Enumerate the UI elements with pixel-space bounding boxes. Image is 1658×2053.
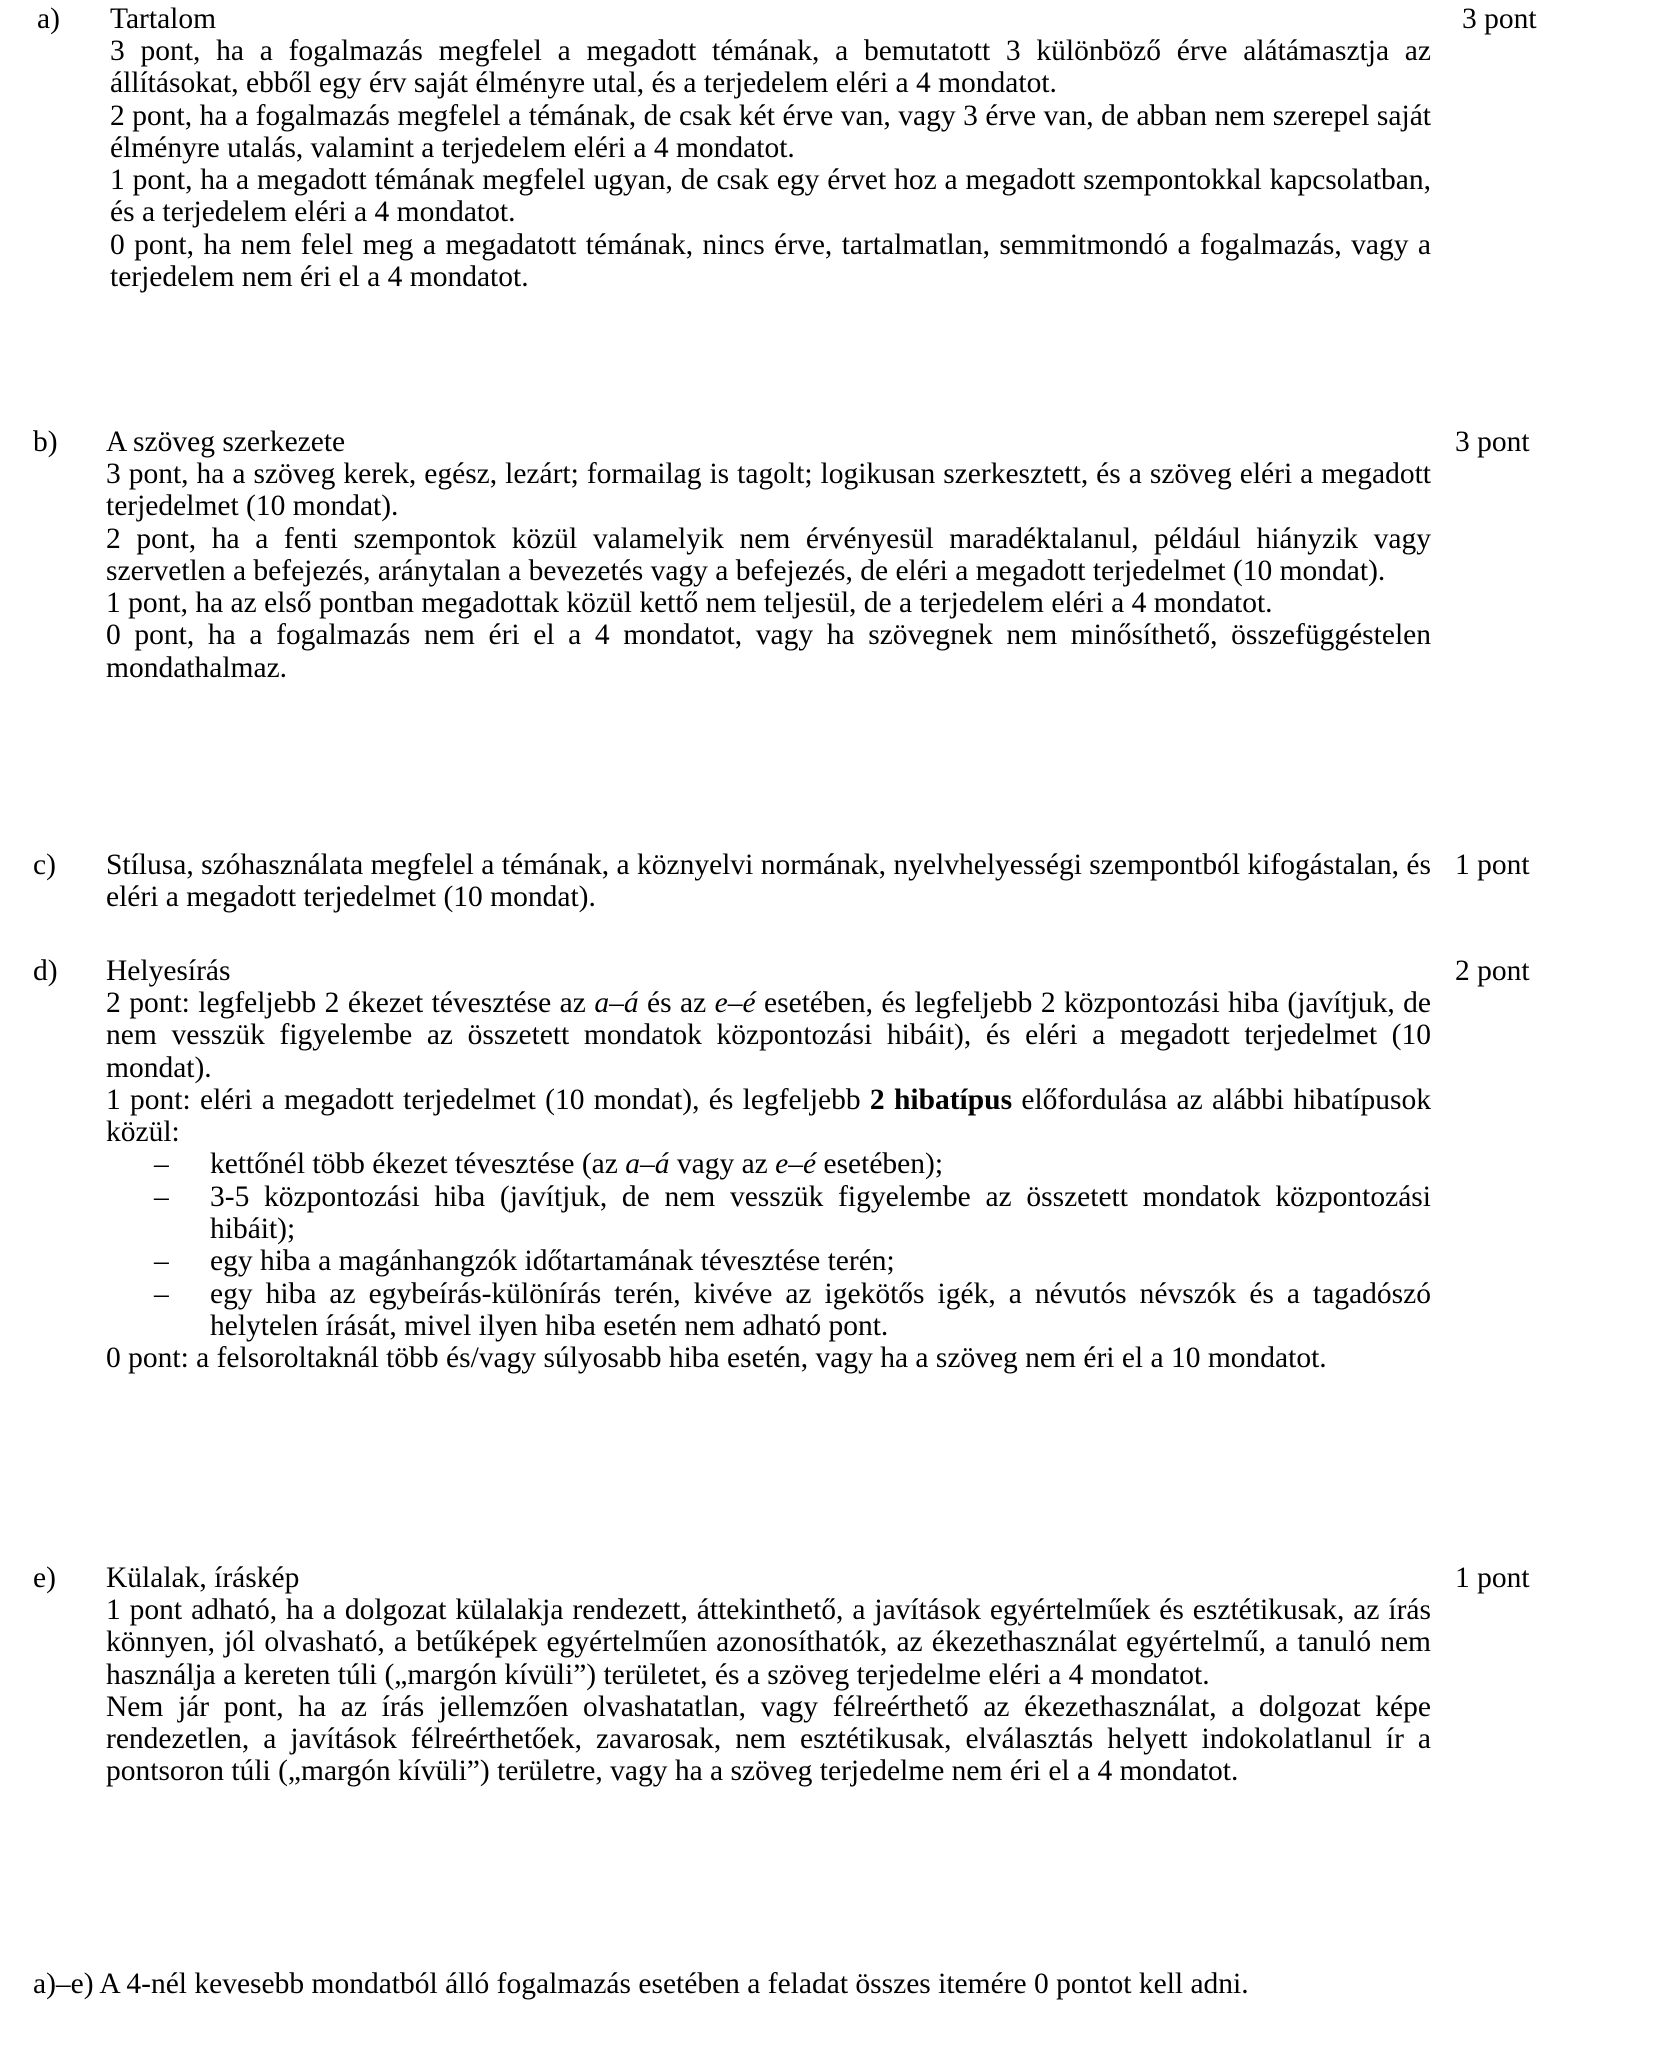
section-label: c) (33, 849, 56, 881)
section-body (110, 35, 1431, 293)
section-body (106, 987, 1431, 1375)
criterion-1-point: 1 pont, ha a megadott témának megfelel ugyan, de csak egy érvet hoz a megadott szempontokkal kapcsolatban, és a terjedelem eléri a 4 mondatot. (110, 164, 1431, 229)
section-title: Külalak, íráskép (106, 1562, 300, 1594)
text-run: 2 pont: legfeljebb 2 ékezet tévesztése az (106, 987, 595, 1019)
section-points: 3 pont (1455, 426, 1530, 458)
dash-bullet-icon: – (154, 1245, 169, 1278)
text-run: 3-5 központozási hiba (javítjuk, de nem vesszük figyelembe az összetett mondatok központozási hibáit); (210, 1180, 1431, 1246)
section-label: a) (37, 3, 60, 35)
section-points: 1 pont (1455, 1562, 1530, 1594)
section-body (106, 458, 1431, 684)
section-points: 3 pont (1462, 3, 1537, 35)
list-item (106, 1245, 1431, 1277)
dash-bullet-icon: – (154, 1148, 169, 1181)
text-run: vagy az (669, 1148, 776, 1181)
dash-bullet-icon: – (154, 1277, 169, 1310)
text-run: és az (638, 987, 715, 1019)
text-run: esetében); (816, 1148, 944, 1181)
section-body (106, 1594, 1431, 1788)
criterion-1-point (106, 1084, 1431, 1149)
text-run: egy hiba az egybeírás-különírás terén, kivéve az igekötős igék, a névutós névszók és a tagadószó helytelen írását, mivel ilyen hiba esetén nem adható pont. (210, 1277, 1431, 1342)
criterion-2-points: 2 pont, ha a fenti szempontok közül valamelyik nem érvényesül maradéktalanul, például hiányzik vagy szervetlen a befejezés, aránytalan a bevezetés vagy a befejezés, de eléri a megadott terjedelmet (10 mondat). (106, 522, 1431, 587)
criterion-0-points: Nem jár pont, ha az írás jellemzően olvashatatlan, vagy félreérthető az ékezethasználat, a dolgozat képe rendezetlen, a javítások félreérthetőek, zavarosak, nem esztétikusak, elválasztás helyett indokolatlanul ír a pontsoron túli („margón kívüli”) területre, vagy ha a szöveg terjedelme nem éri el a 4 mondatot. (106, 1690, 1431, 1788)
list-item (106, 1148, 1431, 1180)
text-run: egy hiba a magánhangzók időtartamának tévesztése terén; (210, 1245, 895, 1278)
footer-note: a)–e) A 4-nél kevesebb mondatból álló fogalmazás esetében a feladat összes itemére 0 pontot kell adni. (33, 1968, 1249, 2000)
criterion-0-points: 0 pont, ha a fogalmazás nem éri el a 4 mondatot, vagy ha szövegnek nem minősíthető, összefüggéstelen mondathalmaz. (106, 619, 1431, 684)
italic-text: a–á (594, 987, 639, 1019)
section-title: A szöveg szerkezete (106, 426, 346, 458)
text-run: kettőnél több ékezet tévesztése (az (210, 1148, 626, 1181)
section-title: Helyesírás (106, 955, 231, 987)
criterion-1-point: 1 pont, ha az első pontban megadottak közül kettő nem teljesül, de a terjedelem eléri a 4 mondatot. (106, 587, 1273, 620)
criterion-2-points (106, 987, 1431, 1084)
italic-text: e–é (714, 987, 756, 1019)
list-item (106, 1278, 1431, 1343)
criterion-2-points: 2 pont, ha a fogalmazás megfelel a témának, de csak két érve van, vagy 3 érve van, de abban nem szerepel saját élményre utalás, valamint a terjedelem eléri a 4 mondatot. (110, 99, 1431, 164)
criterion-3-points: 3 pont, ha a fogalmazás megfelel a megadott témának, a bemutatott 3 különböző érve alátámasztja az állításokat, ebből egy érv saját élményre utal, és a terjedelem eléri a 4 mondatot. (110, 35, 1431, 100)
dash-bullet-icon: – (154, 1180, 169, 1213)
error-type-list (106, 1148, 1431, 1342)
criterion-1-point: 1 pont adható, ha a dolgozat külalakja rendezett, áttekinthető, a javítások egyértelműek és esztétikusak, az írás könnyen, jól olvasható, a betűképek egyértelműen azonosíthatók, az ékezethasználat egyértelmű, a tanuló nem használja a kereten túli („margón kívüli”) területet, és a szöveg terjedelme eléri a 4 mondatot. (106, 1594, 1431, 1691)
italic-text: e–é (775, 1148, 817, 1181)
criterion-3-points: 3 pont, ha a szöveg kerek, egész, lezárt; formailag is tagolt; logikusan szerkesztett, és a szöveg eléri a megadott terjedelmet (10 mondat). (106, 458, 1431, 523)
criterion-0-points: 0 pont, ha nem felel meg a megadatott témának, nincs érve, tartalmatlan, semmitmondó a fogalmazás, vagy a terjedelem nem éri el a 4 mondatot. (110, 228, 1431, 294)
criterion-0-points: 0 pont: a felsoroltaknál több és/vagy súlyosabb hiba esetén, vagy ha a szöveg nem éri el a 10 mondatot. (106, 1342, 1327, 1375)
section-text: Stílusa, szóhasználata megfelel a témának, a köznyelvi normának, nyelvhelyességi szempontból kifogástalan, és eléri a megadott terjedelmet (10 mondat). (106, 849, 1431, 914)
text-run: előfordulása az alábbi hibatípusok közül: (106, 1083, 1432, 1149)
section-label: e) (33, 1562, 56, 1594)
italic-text: a–á (625, 1148, 670, 1181)
section-label: d) (33, 955, 58, 987)
section-points: 2 pont (1455, 955, 1530, 987)
text-run: 1 pont: eléri a megadott terjedelmet (10 mondat), és legfeljebb (106, 1083, 870, 1116)
text-run: esetében, és legfeljebb 2 központozási hiba (javítjuk, de nem vesszük figyelembe az összetett mondatok központozási hibáit), és eléri a megadott terjedelmet (10 mondat). (106, 987, 1431, 1084)
section-title: Tartalom (110, 3, 217, 35)
bold-text: 2 hibatípus (869, 1083, 1013, 1116)
list-item (106, 1181, 1431, 1246)
section-label: b) (33, 426, 58, 458)
section-points: 1 pont (1455, 849, 1530, 881)
